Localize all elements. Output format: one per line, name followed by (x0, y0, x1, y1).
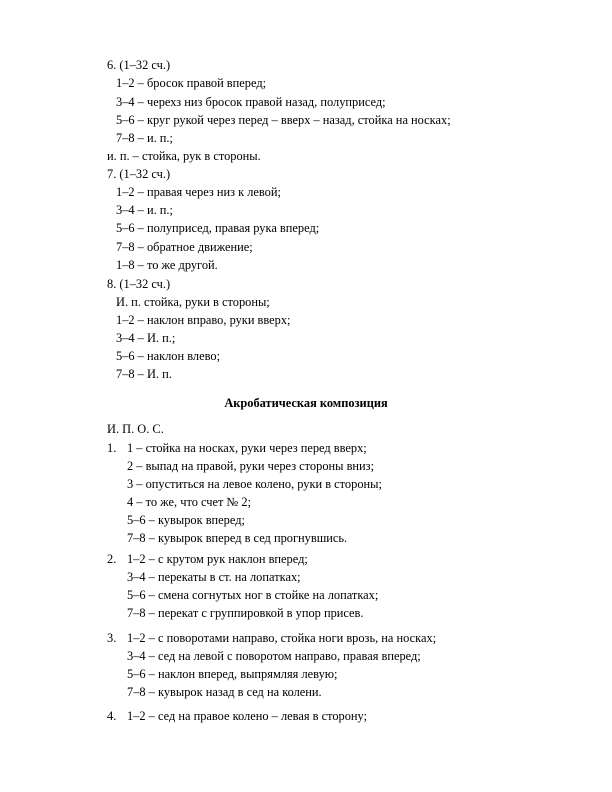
item-2-line-3: 5–6 – смена согнутых ног в стойке на лопатках; (127, 588, 379, 602)
exercise-8-line-2: 1–2 – наклон вправо, руки вверх; (116, 313, 291, 327)
item-2-number: 2. (107, 552, 117, 566)
exercise-7-line-1: 1–2 – правая через низ к левой; (116, 185, 281, 199)
item-2-line-4: 7–8 – перекат с группировкой в упор присев. (127, 606, 364, 620)
item-4-line-1: 1–2 – сед на правое колено – левая в сторону; (127, 709, 368, 723)
exercise-6-line-2: 3–4 – черехз низ бросок правой назад, полуприсед; (116, 95, 386, 109)
item-3-number: 3. (107, 631, 117, 645)
item-2-line-2: 3–4 – перекаты в ст. на лопатках; (127, 570, 301, 584)
exercise-7-header: 7. (1–32 сч.) (107, 167, 171, 181)
item-1-line-5: 5–6 – кувырок вперед; (127, 513, 245, 527)
exercise-6-header: 6. (1–32 сч.) (107, 58, 171, 72)
item-1-line-1: 1 – стойка на носках, руки через перед вверх; (127, 441, 367, 455)
exercise-6-note: и. п. – стойка, рук в стороны. (107, 149, 261, 163)
item-3-line-4: 7–8 – кувырок назад в сед на колени. (127, 685, 322, 699)
exercise-8-line-5: 7–8 – И. п. (116, 367, 172, 381)
exercise-7-line-4: 7–8 – обратное движение; (116, 240, 253, 254)
exercise-8-line-4: 5–6 – наклон влево; (116, 349, 221, 363)
item-1-line-4: 4 – то же, что счет № 2; (127, 495, 252, 509)
exercise-7-line-3: 5–6 – полуприсед, правая рука вперед; (116, 221, 320, 235)
item-1-line-6: 7–8 – кувырок вперед в сед прогнувшись. (127, 531, 348, 545)
item-1-line-3: 3 – опуститься на левое колено, руки в стороны; (127, 477, 382, 491)
exercise-8-header: 8. (1–32 сч.) (107, 277, 171, 291)
exercise-6-line-3: 5–6 – круг рукой через перед – вверх – назад, стойка на носках; (116, 113, 451, 127)
composition-start-position: И. П. О. С. (107, 422, 164, 436)
item-3-line-3: 5–6 – наклон вперед, выпрямляя левую; (127, 667, 338, 681)
exercise-7-line-2: 3–4 – и. п.; (116, 203, 173, 217)
item-3-line-1: 1–2 – с поворотами направо, стойка ноги врозь, на носках; (127, 631, 437, 645)
item-3-line-2: 3–4 – сед на левой с поворотом направо, правая вперед; (127, 649, 421, 663)
exercise-7-line-5: 1–8 – то же другой. (116, 258, 218, 272)
item-1-number: 1. (107, 441, 117, 455)
item-4-number: 4. (107, 709, 117, 723)
item-1-line-2: 2 – выпад на правой, руки через стороны вниз; (127, 459, 375, 473)
item-2-line-1: 1–2 – с крутом рук наклон вперед; (127, 552, 308, 566)
exercise-8-line-3: 3–4 – И. п.; (116, 331, 176, 345)
exercise-6-line-1: 1–2 – бросок правой вперед; (116, 76, 267, 90)
composition-title: Акробатическая композиция (224, 396, 388, 410)
exercise-8-line-1: И. п. стойка, руки в стороны; (116, 295, 270, 309)
exercise-6-line-4: 7–8 – и. п.; (116, 131, 173, 145)
